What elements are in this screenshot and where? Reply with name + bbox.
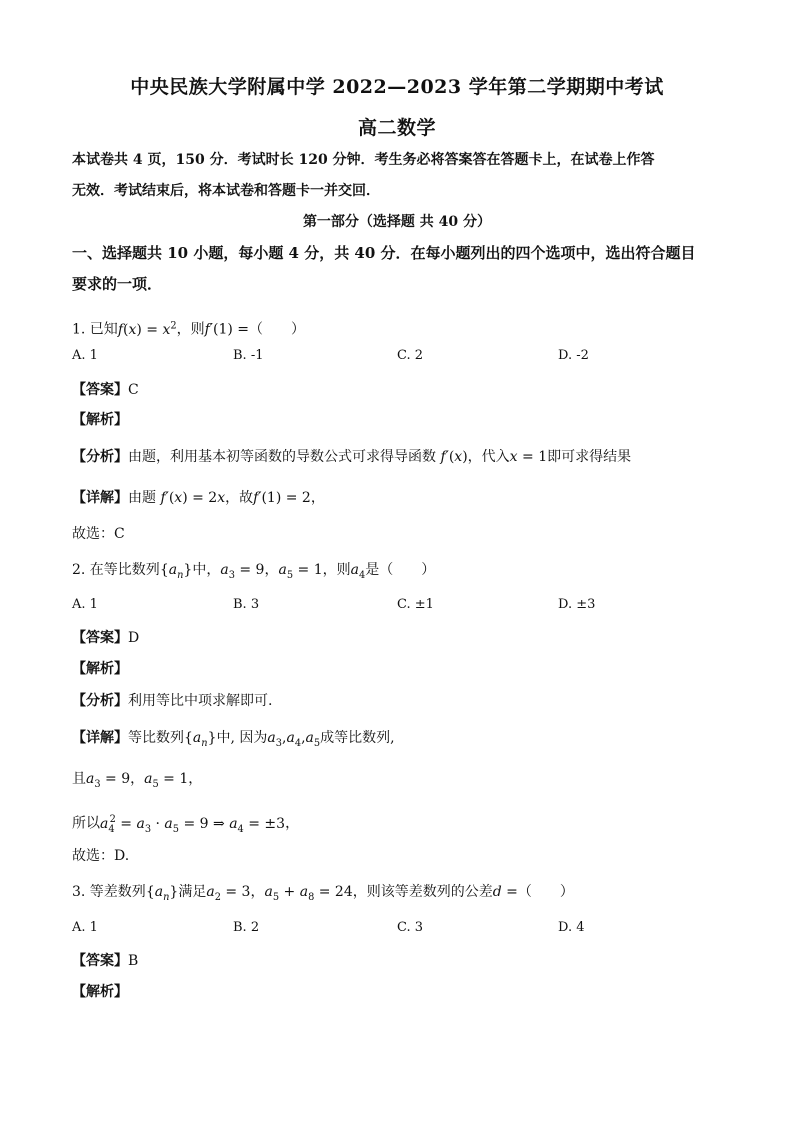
q2-fenxi-text: 利用等比中项求解即可. [128,693,273,709]
instructions-line-2: 无效．考试结束后，将本试卷和答题卡一并交回． [72,183,380,199]
analysis-label: 【解析】 [72,661,128,677]
q2-line3-a: 所以 [72,815,100,832]
q1-choice-value: C [114,526,125,542]
q3-formula-seq: $\{a_n\}$ [145,884,179,903]
q3-answer-value: B [128,953,139,969]
section-intro-1: 一、选择题共 10 小题，每小题 4 分，共 40 分．在每小题列出的四个选项中，选出符合题目 [72,244,696,262]
part-title: 第一部分（选择题 共 40 分） [302,214,492,230]
q1-option-d: D. -2 [558,348,589,363]
choice-label: 故选： [72,526,114,542]
section-intro-2: 要求的一项． [72,275,163,293]
q1-detail-a: 由题 [128,490,156,506]
q2-formula-a3-given: $a_3 = 9$ [86,771,131,790]
q2-line3-b: ， [285,815,300,832]
answer-label: 【答案】 [72,382,128,398]
q2-mid3: ，则 [322,562,351,578]
q3-mid3: ，则该等差数列的公差 [352,884,493,900]
detail-label: 【详解】 [72,730,128,746]
q1-prefix: 1. 已知 [72,321,118,338]
q2-formula-seq: $\{a_n\}$ [159,562,193,581]
q3-mid1: 满足 [178,884,207,900]
q1-formula-x1: x = 1 [509,449,548,465]
q2-line2-c: ， [188,771,203,787]
q2-option-b: B. 3 [233,597,260,612]
q3-option-d: D. 4 [558,920,585,935]
q2-detail-a: 等比数列 [128,730,184,746]
q2-formula-terms: $a_3,a_4,a_5$ [267,730,321,749]
answer-label: 【答案】 [72,953,128,969]
q1-mid: ，则 [176,321,205,338]
q2-given [72,769,732,795]
analysis-label: 【解析】 [72,984,128,1000]
question-3 [72,882,732,908]
q2-detail [72,728,732,754]
q2-choice [72,846,732,866]
q2-fenxi [72,691,732,711]
instructions-line-1: 本试卷共 4 页，150 分．考试时长 120 分钟．考生务必将答案答在答题卡上，在试卷上作答 [72,152,655,168]
q2-option-a: A. 1 [72,597,98,612]
q2-derivation [72,810,732,839]
q2-formula-a5-given: $a_5 = 1$ [144,771,189,790]
analysis-label: 【解析】 [72,412,128,428]
q3-option-a: A. 1 [72,920,98,935]
q1-formula-result: f′(1) = 2 [253,490,311,506]
answer-label: 【答案】 [72,630,128,646]
q2-option-c: C. ±1 [397,597,434,612]
q1-answer [72,380,732,400]
q2-mid1: 中， [192,562,221,578]
fenxi-label: 【分析】 [72,693,128,709]
q1-fenxi [72,447,732,467]
q3-formula-sum: $a_5 + a_8 = 24$ [264,884,353,903]
q3-tail: （ ） [517,884,574,900]
exam-subtitle: 高二数学 [357,117,436,139]
q1-choice [72,524,732,544]
q1-formula-fx: $f(x) = x^2$ [117,320,177,338]
q2-detail-c: 成等比数列, [320,730,395,746]
q1-detail-c: ， [310,490,325,506]
q3-analysis [72,982,732,1002]
q2-line2-b: ， [130,771,145,787]
q2-option-d: D. ±3 [558,597,596,612]
exam-title: 中央民族大学附属中学 2022—2023 学年第二学期期中考试 [130,76,664,98]
q1-formula-fprime-x: f′(x) [436,449,468,465]
q1-formula-derivative: f′(x) = 2x [156,490,226,506]
question-1 [72,316,732,340]
q1-tail: （ ） [249,321,306,338]
q1-detail [72,488,732,508]
q1-answer-value: C [128,382,139,398]
q2-mid2: ， [264,562,279,578]
question-2 [72,560,732,586]
q2-answer [72,628,732,648]
q1-fenxi-a: 由题，利用基本初等函数的导数公式可求得导函数 [128,449,436,465]
q2-choice-value: D. [114,848,130,864]
q3-formula-d: d = [492,884,518,900]
q3-answer [72,951,732,971]
q1-option-b: B. -1 [233,348,264,363]
q3-formula-a2: $a_2 = 3$ [206,884,251,903]
q2-detail-b: 中, 因为 [216,730,268,746]
q2-formula-a5: $a_5 = 1$ [278,562,323,581]
choice-label: 故选： [72,848,114,864]
q2-tail: 是（ ） [365,562,436,578]
q1-option-a: A. 1 [72,348,98,363]
q1-formula-fprime: f′(1) = [204,321,250,338]
q2-answer-value: D [128,630,140,646]
q1-analysis [72,410,732,430]
q2-formula-seq-2: $\{a_n\}$ [184,730,217,749]
q3-option-b: B. 2 [233,920,260,935]
fenxi-label: 【分析】 [72,449,128,465]
q1-fenxi-b: ，代入 [467,449,510,465]
q2-formula-a3: $a_3 = 9$ [220,562,265,581]
q1-option-c: C. 2 [397,348,424,363]
q1-detail-b: ，故 [225,490,254,506]
q2-line2-a: 且 [72,771,86,787]
q2-analysis [72,659,732,679]
q2-formula-derivation: $a_4^2 = a_3 \cdot a_5 = 9$ ⇒ $a_4 = \pm 3$ [100,814,286,835]
q3-prefix: 3. 等差数列 [72,884,146,900]
q3-option-c: C. 3 [397,920,424,935]
q1-fenxi-c: 即可求得结果 [547,449,632,465]
q3-mid2: ， [250,884,265,900]
q2-prefix: 2. 在等比数列 [72,562,160,578]
detail-label: 【详解】 [72,490,128,506]
q2-formula-a4: $a_4$ [350,562,366,581]
